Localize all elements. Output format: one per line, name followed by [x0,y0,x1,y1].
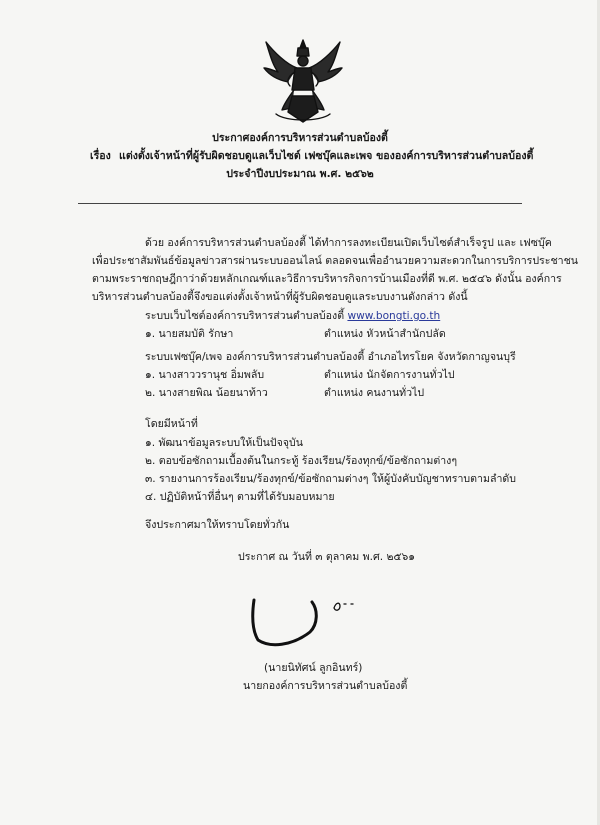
garuda-emblem-icon [262,38,344,124]
website-url-link[interactable]: www.bongti.go.th [347,310,441,322]
duty-item-2: ๒. ตอบข้อซักถามเบื้องต้นในกระทู้ ร้องเรียน/ร้องทุกข์/ข้อซักถามต่างๆ [145,455,458,467]
intro-line-4: บริหารส่วนตำบลบ้องตี้จึงขอแต่งตั้งเจ้าหน้าที่ผู้รับผิดชอบดูแลระบบงานดังกล่าว ดังนี้ [92,291,468,303]
facebook-heading: ระบบเฟซบุ๊ค/เพจ องค์การบริหารส่วนตำบลบ้องตี้ อำเภอไทรโยค จังหวัดกาญจนบุรี [145,351,516,363]
intro-line-2: เพื่อประชาสัมพันธ์ข้อมูลข่าวสารผ่านระบบออนไลน์ ตลอดจนเพื่ออำนวยความสะดวกในการบริการประชาชน [92,255,579,267]
divider [78,203,522,204]
fiscal-year: ประจำปีงบประมาณ พ.ศ. ๒๕๖๒ [226,168,374,180]
facebook-staff-name-2: ๒. นางสายพิณ น้อยนาท้าว [145,387,268,399]
website-heading [145,309,440,323]
signature-mark [248,592,358,652]
duty-item-1: ๑. พัฒนาข้อมูลระบบให้เป็นปัจจุบัน [145,437,303,449]
website-staff-position: ตำแหน่ง หัวหน้าสำนักปลัด [324,328,446,340]
closing-text: จึงประกาศมาให้ทราบโดยทั่วกัน [145,519,290,531]
intro-line-3: ตามพระราชกฤษฎีกาว่าด้วยหลักเกณฑ์และวิธีการบริหารกิจการบ้านเมืองที่ดี พ.ศ. ๒๕๔๖ ดังนั้น องค์การ [92,273,562,285]
subject-label: เรื่อง [90,150,111,162]
duty-item-4: ๔. ปฏิบัติหน้าที่อื่นๆ ตามที่ได้รับมอบหมาย [145,491,335,503]
signer-name: (นายนิทัศน์ ลูกอินทร์) [264,662,363,674]
facebook-staff-position-2: ตำแหน่ง คนงานทั่วไป [324,387,425,399]
intro-line-1: ด้วย องค์การบริหารส่วนตำบลบ้องตี้ ได้ทำการลงทะเบียนเปิดเว็บไซต์สำเร็จรูป และ เฟซบุ๊ค [145,237,552,249]
facebook-staff-name-1: ๑. นางสาววรานุช อิ่มพลับ [145,369,265,381]
subject-text: แต่งตั้งเจ้าหน้าที่ผู้รับผิดชอบดูแลเว็บไซต์ เฟซบุ๊คและเพจ ขององค์การบริหารส่วนตำบลบ้องตี้ [119,150,534,162]
announcement-title: ประกาศองค์การบริหารส่วนตำบลบ้องตี้ [212,132,388,144]
announced-date: ประกาศ ณ วันที่ ๓ ตุลาคม พ.ศ. ๒๕๖๑ [238,551,415,563]
website-heading-text: ระบบเว็บไซต์องค์การบริหารส่วนตำบลบ้องตี้ [145,310,345,322]
signer-title: นายกองค์การบริหารส่วนตำบลบ้องตี้ [243,680,408,692]
website-staff-name: ๑. นายสมบัติ รักษา [145,328,234,340]
facebook-staff-position-1: ตำแหน่ง นักจัดการงานทั่วไป [324,369,455,381]
duty-item-3: ๓. รายงานการร้องเรียน/ร้องทุกข์/ข้อซักถามต่างๆ ให้ผู้บังคับบัญชาทราบตามลำดับ [145,473,517,485]
duties-heading: โดยมีหน้าที่ [145,418,198,430]
